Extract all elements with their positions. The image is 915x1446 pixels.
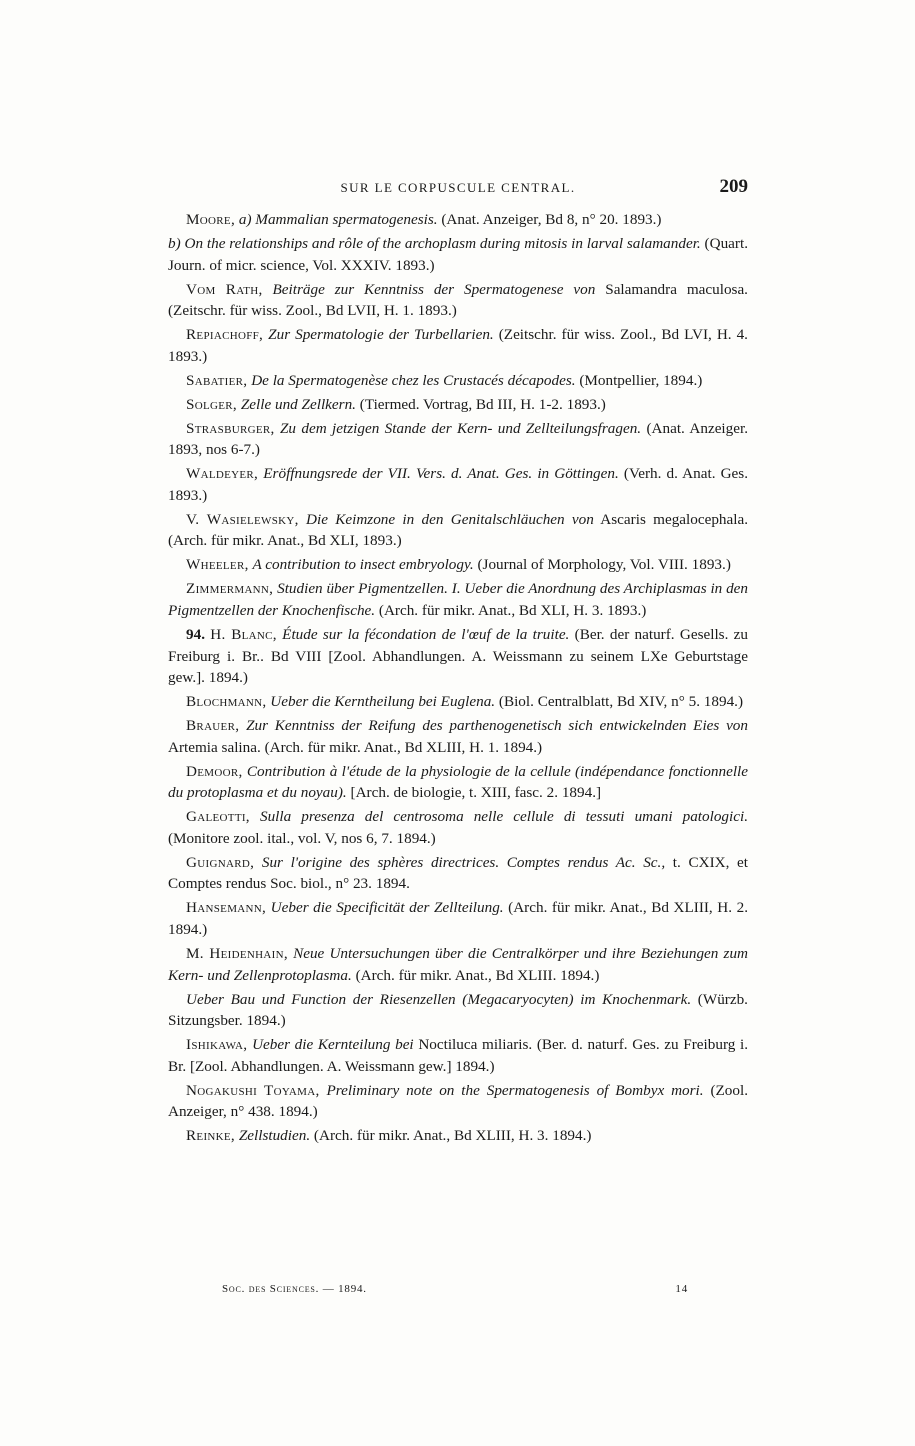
entry-title: a) Mammalian spermatogenesis. bbox=[238, 211, 438, 228]
entry-author: Reinke, bbox=[186, 1127, 236, 1145]
entry-citation: (Biol. Centralblatt, Bd XIV, n° 5. 1894.) bbox=[495, 693, 744, 711]
entry-title: A contribution to insect embryology. bbox=[252, 556, 474, 574]
bibliography-entry bbox=[168, 509, 748, 552]
entry-citation: (Zool. Anzeiger, n° 438. 1894.) bbox=[168, 1081, 749, 1121]
entry-author: Galeotti, bbox=[186, 808, 250, 826]
entry-title: De la Spermatogenèse chez les Crustacés décapodes. bbox=[251, 371, 576, 389]
entry-title: Zur Kenntniss der Reifung des parthenogenetisch sich entwickelnden Eies von bbox=[246, 717, 748, 735]
entry-title: Zu dem jetzigen Stande der Kern- und Zellteilungsfragen. bbox=[279, 419, 642, 437]
entry-title: Ueber die Specificität der Zellteilung. bbox=[270, 899, 504, 917]
entry-author: Brauer, bbox=[186, 717, 240, 735]
entry-citation: (Zeitschr. für wiss. Zool., Bd LVI, H. 4. 1893.) bbox=[168, 326, 748, 365]
entry-title: b) On the relationships and rôle of the archoplasm during mitosis in larval salamander. bbox=[168, 234, 701, 252]
entry-author: Repiachoff, bbox=[186, 326, 264, 344]
entry-author: Zimmermann, bbox=[186, 580, 274, 598]
entry-author: Blochmann, bbox=[186, 693, 267, 711]
entry-author: Hansemann, bbox=[186, 899, 267, 917]
bibliography-list bbox=[168, 209, 748, 1149]
bibliography-entry bbox=[168, 370, 748, 392]
entry-citation: (Ber. der naturf. Gesells. zu Freiburg i. Br.. Bd VIII [Zool. Abhandlungen. A. Weissmann zu seinem LXe Geburtstage gew.]. 1894.) bbox=[168, 625, 748, 687]
entry-citation: Noctiluca miliaris. (Ber. d. naturf. Ges. zu Freiburg i. Br. [Zool. Abhandlungen. A. Weissmann gew.] 1894.) bbox=[168, 1036, 748, 1075]
bibliography-entry bbox=[168, 852, 748, 895]
entry-title: Neue Untersuchungen über die Centralkörper und ihre Beziehungen zum Kern- und Zellenprotoplasma. bbox=[168, 945, 749, 984]
entry-citation: (Anat. Anzeiger, Bd 8, n° 20. 1893.) bbox=[437, 211, 662, 228]
page-number: 209 bbox=[719, 176, 748, 197]
entry-title: Beiträge zur Kenntniss der Spermatogenese von bbox=[272, 280, 596, 298]
entry-author: Sabatier, bbox=[186, 371, 248, 389]
bibliography-entry bbox=[168, 715, 748, 758]
entry-author: H. Blanc, bbox=[210, 625, 277, 643]
entry-title: Zur Spermatologie der Turbellarien. bbox=[268, 326, 494, 344]
entry-author: Wheeler, bbox=[186, 556, 249, 574]
signature-mark: Soc. des Sciences. — 1894. bbox=[222, 1283, 367, 1295]
entry-author: Demoor, bbox=[186, 762, 243, 780]
entry-author: Guignard, bbox=[186, 853, 255, 871]
running-title: SUR LE CORPUSCULE CENTRAL. bbox=[340, 180, 576, 195]
entry-citation: t. CXIX, et Comptes rendus Soc. biol., n° 23. 1894. bbox=[168, 853, 749, 893]
bibliography-entry bbox=[168, 233, 748, 276]
entry-citation: (Anat. Anzeiger. 1893, nos 6-7.) bbox=[168, 419, 749, 459]
entry-author: Nogakushi Toyama, bbox=[186, 1081, 320, 1099]
entry-author: Vom Rath, bbox=[186, 280, 263, 298]
entry-citation: (Arch. für mikr. Anat., Bd XLI, H. 3. 1893.) bbox=[375, 602, 647, 619]
running-head bbox=[168, 176, 748, 200]
entry-citation: (Arch. für mikr. Anat., Bd XLIII. 1894.) bbox=[351, 966, 600, 984]
bibliography-entry bbox=[168, 554, 748, 576]
bibliography-entry bbox=[168, 1034, 748, 1077]
entry-title: Die Keimzone in den Genitalschläuchen von bbox=[306, 510, 594, 528]
entry-citation: Artemia salina. (Arch. für mikr. Anat., Bd XLIII, H. 1. 1894.) bbox=[168, 738, 543, 756]
entry-title: Contribution à l'étude de la physiologie de la cellule (indépendance fonctionnelle du protoplasma et du noyau). bbox=[168, 762, 748, 802]
entry-title: Preliminary note on the Spermatogenesis of Bombyx mori. bbox=[326, 1081, 704, 1099]
entry-citation: (Montpellier, 1894.) bbox=[575, 371, 703, 389]
entry-title: Ueber die Kernteilung bei bbox=[252, 1036, 414, 1054]
entry-citation: (Monitore zool. ital., vol. V, nos 6, 7. 1894.) bbox=[168, 829, 436, 847]
bibliography-entry bbox=[168, 578, 748, 621]
entry-author: Strasburger, bbox=[186, 419, 275, 437]
entry-author: Solger, bbox=[186, 395, 238, 413]
bibliography-entry bbox=[168, 624, 748, 689]
entry-citation: (Tiermed. Vortrag, Bd III, H. 1-2. 1893.) bbox=[355, 395, 606, 413]
bibliography-entry bbox=[168, 418, 748, 461]
entry-title: Zellstudien. bbox=[238, 1127, 311, 1145]
entry-title: Studien über Pigmentzellen. I. Ueber die Anordnung des Archiplasmas in den Pigmentzellen der Knochenfische. bbox=[168, 580, 748, 619]
entry-author: V. Wasielewsky, bbox=[186, 510, 299, 528]
entry-citation: Ascaris megalocephala. (Arch. für mikr. Anat., Bd XLI, 1893.) bbox=[168, 510, 749, 550]
entry-author: Moore, bbox=[186, 211, 236, 228]
entry-title: Zelle und Zellkern. bbox=[240, 395, 356, 413]
entry-citation: Salamandra maculosa. (Zeitschr. für wiss. Zool., Bd LVII, H. 1. 1893.) bbox=[168, 280, 748, 320]
entry-citation: (Quart. Journ. of micr. science, Vol. XXXIV. 1893.) bbox=[168, 234, 748, 274]
entry-citation: [Arch. de biologie, t. XIII, fasc. 2. 1894.] bbox=[346, 784, 602, 802]
bibliography-entry bbox=[168, 943, 748, 986]
entry-citation: (Arch. für mikr. Anat., Bd XLIII, H. 2. 1894.) bbox=[168, 899, 749, 939]
bibliography-entry bbox=[168, 989, 748, 1032]
bibliography-entry bbox=[168, 761, 748, 804]
entry-citation: (Würzb. Sitzungsber. 1894.) bbox=[168, 990, 748, 1030]
entry-author: M. Heidenhain, bbox=[186, 945, 288, 963]
bibliography-entry bbox=[168, 1125, 748, 1147]
entry-title: Sulla presenza del centrosoma nelle cellule di tessuti umani patologici. bbox=[259, 808, 748, 826]
entry-title: Eröffnungsrede der VII. Vers. d. Anat. Ges. in Göttingen. bbox=[263, 465, 619, 483]
bibliography-entry bbox=[168, 897, 748, 940]
bibliography-entry bbox=[168, 394, 748, 416]
page-footer bbox=[222, 1283, 688, 1303]
bibliography-entry bbox=[168, 324, 748, 367]
entry-title: Étude sur la fécondation de l'œuf de la truite. bbox=[282, 625, 570, 643]
bibliography-entry bbox=[168, 1080, 748, 1123]
entry-citation: (Journal of Morphology, Vol. VIII. 1893.) bbox=[473, 556, 731, 574]
section-number: 94. bbox=[186, 625, 205, 643]
entry-citation: (Arch. für mikr. Anat., Bd XLIII, H. 3. 1894.) bbox=[310, 1127, 592, 1145]
bibliography-entry bbox=[168, 691, 748, 713]
bibliography-entry bbox=[168, 463, 748, 506]
bibliography-entry bbox=[168, 806, 748, 849]
bibliography-entry bbox=[168, 279, 748, 322]
entry-title: Ueber Bau und Function der Riesenzellen (Megacaryocyten) im Knochenmark. bbox=[186, 990, 692, 1008]
bibliography-entry bbox=[168, 209, 748, 231]
entry-author: Ishikawa, bbox=[186, 1036, 248, 1054]
entry-title: Sur l'origine des sphères directrices. Comptes rendus Ac. Sc., bbox=[261, 853, 666, 871]
entry-author: Waldeyer, bbox=[186, 465, 259, 483]
signature-number: 14 bbox=[675, 1283, 688, 1295]
entry-citation: (Verh. d. Anat. Ges. 1893.) bbox=[168, 465, 749, 504]
entry-title: Ueber die Kerntheilung bei Euglena. bbox=[270, 693, 496, 711]
